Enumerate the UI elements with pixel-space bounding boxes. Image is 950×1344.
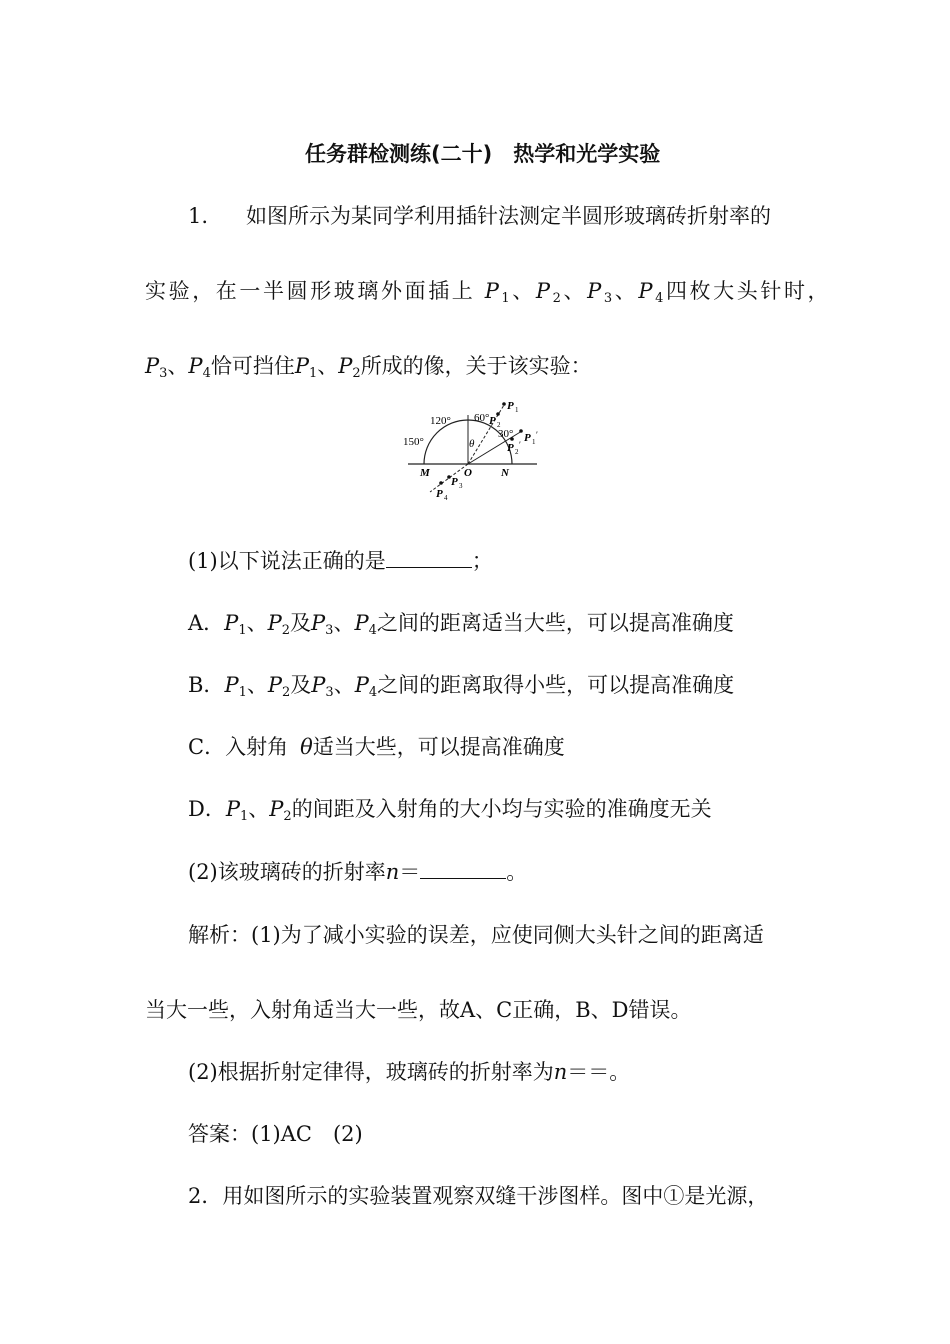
option-a-text: 之间的距离适当大些，可以提高准确度 [376,611,734,635]
label-p2-prime-mark: ′ [519,440,521,450]
option-b-mid: 及 [290,673,312,697]
pin-label: P [638,279,656,303]
pin-label: P [188,354,203,378]
q1-stem-line1 [188,202,771,230]
analysis-line2: 当大一些，入射角适当大一些，故A、C正确，B、D错误。 [145,998,692,1022]
pin-sub: 4 [368,685,378,700]
pin-sub: 1 [308,366,318,381]
pin-sub: 3 [159,366,168,381]
pin-label: P [267,673,282,697]
pin-label: P [587,279,604,303]
q1-stem-text2: 实验，在一半圆形玻璃外面插上 [145,279,476,303]
pin-sub: 3 [325,623,334,638]
theta-symbol: θ [300,735,313,759]
pin-label: P [145,354,160,378]
q1-stem-line3 [145,352,592,388]
option-d [188,795,712,831]
pin-sub: 1 [238,623,247,638]
sep: 、 [248,797,270,821]
option-c-text: 适当大些，可以提高准确度 [312,735,565,759]
refraction-diagram [400,397,545,505]
pin-label: P [224,611,239,635]
label-p3-sub: 3 [459,482,463,490]
sep: 、 [512,279,536,303]
q1-number: 1. [188,204,209,228]
sep: 、 [333,673,355,697]
pin-label: P [225,797,240,821]
q1-sub2-text: (2)该玻璃砖的折射率 [188,860,386,884]
pin-p2 [496,412,500,416]
pin-label: P [535,279,553,303]
pin-label: P [224,673,239,697]
pin-sub: 4 [202,366,211,381]
pin-label: P [338,354,353,378]
q1-sub1 [188,547,493,575]
label-p1-prime-mark: ′ [536,430,538,440]
q1-stem-text3: 四枚大头针时， [665,279,832,303]
pin-label: P [311,673,326,697]
label-120: 120° [430,415,451,427]
option-c-label: C．入射角 [188,735,289,759]
pin-sub: 2 [282,685,291,700]
label-M: M [420,467,430,479]
option-d-text: 的间距及入射角的大小均与实验的准确度无关 [291,797,712,821]
label-p3: P [451,476,458,488]
label-p1-prime: P [524,432,531,444]
n-symbol: n [385,860,400,884]
analysis-line3-text: (2)根据折射定律得，玻璃砖的折射率为 [188,1060,554,1084]
pin-label: P [294,354,309,378]
page-title: 任务群检测练(二十) 热学和光学实验 [305,142,661,166]
pin-label: P [267,611,282,635]
pin-sub: 2 [352,366,361,381]
pin-label: P [311,611,326,635]
sep: 、 [563,279,588,303]
pin-sub: 2 [552,291,564,306]
sep: 、 [317,354,339,378]
label-150: 150° [403,436,424,448]
pin-p1-prime [519,429,523,433]
answer-blank-2[interactable] [420,860,506,879]
sep: 、 [333,611,355,635]
equals-sign: ＝ [399,860,421,884]
q1-sub1-suffix: ； [471,549,493,573]
q1-sub2-suffix: 。 [506,860,528,884]
option-b-label: B． [188,673,225,697]
sep: 、 [246,611,268,635]
label-p1-prime-sub: 1 [532,438,536,446]
option-a-label: A． [188,611,225,635]
analysis-line3-suffix: ＝＝。 [567,1060,631,1084]
pin-label: P [269,797,284,821]
pin-sub: 1 [239,809,249,824]
answer-line: 答案：(1)AC (2) [188,1122,363,1146]
pin-sub: 3 [603,291,615,306]
q1-sub2 [188,858,527,886]
q1-sub1-text: (1)以下说法正确的是 [188,549,386,573]
pin-sub: 2 [281,623,291,638]
label-p2: P [489,415,496,427]
q1-stem-line2 [145,277,831,313]
refraction-figure [400,397,545,505]
q1-stem-text4: 恰可挡住 [210,354,295,378]
pin-sub: 2 [283,809,292,824]
label-N: N [501,467,509,479]
label-theta: θ [469,438,475,450]
analysis-line3 [188,1058,630,1086]
label-p4: P [436,488,443,500]
label-p1: P [507,400,514,412]
label-30: 30° [498,428,514,440]
label-O: O [464,467,472,479]
label-p2-prime: P [507,442,514,454]
q1-stem-text5: 所成的像，关于该实验： [360,354,592,378]
q1-stem-text: 如图所示为某同学利用插针法测定半圆形玻璃砖折射率的 [246,204,772,228]
pin-sub: 4 [655,291,666,306]
sep: 、 [614,279,639,303]
ray-p-prime [468,431,522,464]
q2-stem: 2．用如图所示的实验装置观察双缝干涉图样。图中①是光源， [188,1184,769,1208]
option-b-text: 之间的距离取得小些，可以提高准确度 [377,673,735,697]
pin-label: P [354,673,369,697]
pin-label: P [354,611,369,635]
label-p4-sub: 4 [444,494,448,502]
option-d-label: D． [188,797,226,821]
pin-sub: 4 [368,623,377,638]
option-a [188,609,734,645]
option-b [188,671,734,707]
label-60: 60° [474,412,490,424]
pin-sub: 3 [325,685,334,700]
pin-p4 [439,481,443,485]
n-symbol: n [553,1060,568,1084]
pin-p1 [502,402,506,406]
answer-blank-1[interactable] [386,549,472,568]
label-p2-prime-sub: 2 [515,448,519,456]
pin-label: P [484,279,502,303]
label-p2-sub: 2 [497,421,501,429]
sep: 、 [167,354,189,378]
label-p1-sub: 1 [515,406,519,414]
option-a-mid: 及 [290,611,312,635]
pin-sub: 1 [238,685,247,700]
option-c [188,733,565,761]
pin-sub: 1 [501,291,513,306]
sep: 、 [246,673,268,697]
analysis-line1: 解析：(1)为了减小实验的误差，应使同侧大头针之间的距离适 [188,923,764,947]
